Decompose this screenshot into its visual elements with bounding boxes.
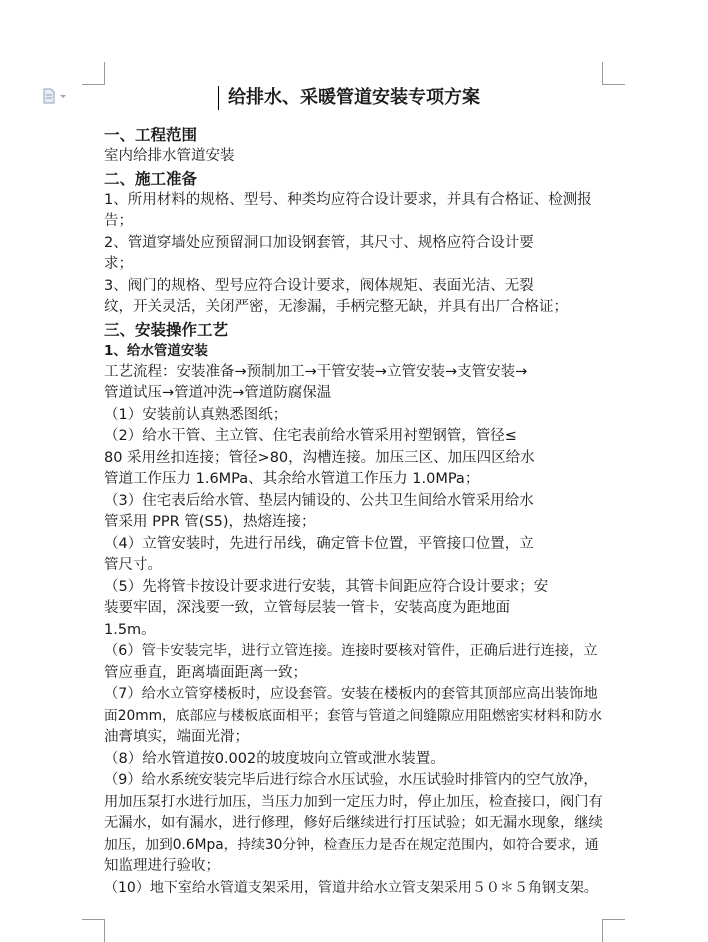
paragraph-line: 知监理进行验收； xyxy=(104,858,220,874)
paragraph-line: 管道工作压力 1.6MPa、其余给水管道工作压力 1.0MPa； xyxy=(104,471,480,487)
document-title: 给排水、采暖管道安装专项方案 xyxy=(228,87,480,108)
document-body[interactable] xyxy=(104,84,604,899)
paragraph-line: （3）住宅表后给水管、垫层内铺设的、公共卫生间给水管采用给水 xyxy=(104,492,534,509)
paragraph-line: 装要牢固，深浅要一致，立管每层装一管卡，安装高度为距地面 xyxy=(104,600,510,616)
paragraph-line: （8）给水管道按0.002的坡度坡向立管或泄水装置。 xyxy=(104,750,445,767)
paragraph-line: （9）给水系统安装完毕后进行综合水压试验，水压试验时排管内的空气放净， xyxy=(104,772,598,788)
paragraph-line: 求； xyxy=(104,256,133,272)
paragraph-line: 加压，加到0.6Mpa，持续30分钟，检查压力是否在规定范围内，如符合要求，通 xyxy=(104,836,599,853)
paragraph-line: 管应垂直，距离墙面距离一致； xyxy=(104,664,307,681)
paragraph-line: 管尺寸。 xyxy=(104,557,162,573)
paragraph-line: （5）先将管卡按设计要求进行安装，其管卡间距应符合设计要求；安 xyxy=(104,578,549,595)
paragraph-line: 面20mm，底部应与楼板底面相平；套管与管道之间缝隙应用阻燃密实材料和防水 xyxy=(104,707,603,724)
section-heading: 三、安装操作工艺 xyxy=(104,320,229,339)
section-heading: 一、工程范围 xyxy=(104,126,198,144)
margin-mark-top-right xyxy=(602,62,625,85)
paragraph-options-icon[interactable] xyxy=(42,88,68,104)
paragraph-line: 80 采用丝扣连接；管径>80，沟槽连接。加压三区、加压四区给水 xyxy=(104,449,535,466)
paragraph-line: 工艺流程：安装准备→预制加工→干管安装→立管安装→支管安装→ xyxy=(104,363,528,380)
margin-mark-bottom-left xyxy=(82,919,105,942)
paragraph-line: 告； xyxy=(104,213,133,229)
paragraph-line: 油膏填实，端面光滑； xyxy=(104,729,249,745)
paragraph-line: （6）管卡安装完毕，进行立管连接。连接时要核对管件，正确后进行连接，立 xyxy=(104,643,598,659)
document-lines xyxy=(104,124,604,899)
paragraph-line: 1.5m。 xyxy=(104,621,156,638)
section-heading: 1、给水管道安装 xyxy=(104,342,208,359)
margin-mark-bottom-right xyxy=(602,919,625,942)
paragraph-line: 2、管道穿墙处应预留洞口加设钢套管，其尺寸、规格应符合设计要 xyxy=(104,234,534,251)
paragraph-line: 管道试压→管道冲洗→管道防腐保温 xyxy=(104,385,332,401)
paragraph-line: 用加压泵打水进行加压，当压力加到一定压力时，停止加压，检查接口，阀门有 xyxy=(104,793,603,810)
paragraph-line: （1）安装前认真熟悉图纸； xyxy=(104,406,288,423)
paragraph-line: （10）地下室给水管道支架采用，管道井给水立管支架采用５０＊５角钢支架。 xyxy=(104,879,598,896)
section-heading: 二、施工准备 xyxy=(104,169,198,188)
paragraph-line: （4）立管安装时，先进行吊线，确定管卡位置，平管接口位置，立 xyxy=(104,535,534,552)
paragraph-line: 纹，开关灵活，关闭严密，无渗漏，手柄完整无缺，并具有出厂合格证； xyxy=(104,299,568,315)
paragraph-line: 1、所用材料的规格、型号、种类均应符合设计要求，并具有合格证、检测报 xyxy=(104,191,592,208)
paragraph-line: 室内给排水管道安装 xyxy=(104,148,235,164)
paragraph-line: （7）给水立管穿楼板时，应设套管。安装在楼板内的套管其顶部应高出装饰地 xyxy=(104,686,598,702)
paragraph-line: 无漏水，如有漏水，进行修理，修好后继续进行打压试验；如无漏水现象，继续 xyxy=(104,815,603,831)
paragraph-line: （2）给水干管、主立管、住宅表前给水管采用衬塑钢管，管径≤ xyxy=(104,428,517,444)
paragraph-line: 管采用 PPR 管(S5)，热熔连接； xyxy=(104,514,316,530)
paragraph-line: 3、阀门的规格、型号应符合设计要求，阀体规矩、表面光洁、无裂 xyxy=(104,277,534,294)
margin-mark-top-left xyxy=(82,62,105,85)
